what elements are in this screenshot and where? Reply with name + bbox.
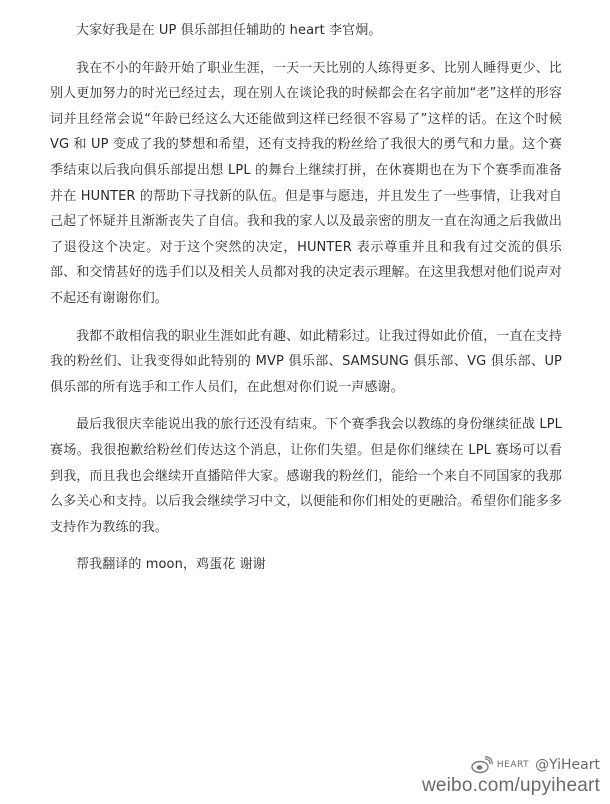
watermark-url: weibo.com/upyiheart xyxy=(421,775,600,796)
watermark-small-text: HEART xyxy=(496,760,530,770)
weibo-logo-icon xyxy=(471,756,493,774)
career-paragraph: 我在不小的年龄开始了职业生涯，一天一天比别的人练得更多、比别人睡得更少、比别人更加努力的时光已经过去，现在别人在谈论我的时候都会在名字前加“老”这样的形容词并且经常会说“年龄已经这么大还能做到这样已经很不容易了”这样的话。在这个时候 VG 和 UP 变成了我的梦想和希望，还有支持我的粉丝给了我很大的勇气和力量。这个赛季结束以后我向俱乐部提出想 LPL 的舞台上继续打拼，在休赛期也在为下个赛季而准备并在 HUNTER 的帮助下寻找新的队伍。但是事与愿违，并且发生了一些事情，让我对自己起了怀疑并且渐渐丧失了自信。我和我的家人以及最亲密的朋友一直在沟通之后我做出了退役这个决定。对于这个突然的决定，HUNTER 表示尊重并且和我有过交流的俱乐部、和交情甚好的选手们以及相关人员都对我的决定表示理解。在这里我想对他们说声对不起还有谢谢你们。 xyxy=(50,60,562,306)
greeting-paragraph: 大家好我是在 UP 俱乐部担任辅助的 heart 李官炯。 xyxy=(76,23,382,38)
gratitude-paragraph: 我都不敢相信我的职业生涯如此有趣、如此精彩过。让我过得如此价值，一直在支持我的粉丝们、让我变得如此特别的 MVP 俱乐部、SAMSUNG 俱乐部、VG 俱乐部、UP 俱乐部的所有选手和工作人员们，在此想对你们说一声感谢。 xyxy=(50,328,562,395)
letter-document xyxy=(50,18,562,578)
translator-thanks: 帮我翻译的 moon，鸡蛋花 谢谢 xyxy=(76,557,266,573)
weibo-watermark xyxy=(422,756,600,798)
coaching-paragraph: 最后我很庆幸能说出我的旅行还没有结束。下个赛季我会以教练的身份继续征战 LPL 赛场。我很抱歉给粉丝们传达这个消息，让你们失望。但是你们继续在 LPL 赛场可以看到我，而且我也会继续开直播陪伴大家。感谢我的粉丝们，能给一个来自不同国家的我那么多关心和支持。以后我会继续学习中文，以便能和你们相处的更融洽。希望你们能多多支持作为教练的我。 xyxy=(50,417,562,535)
watermark-handle: @YiHeart xyxy=(535,757,600,773)
